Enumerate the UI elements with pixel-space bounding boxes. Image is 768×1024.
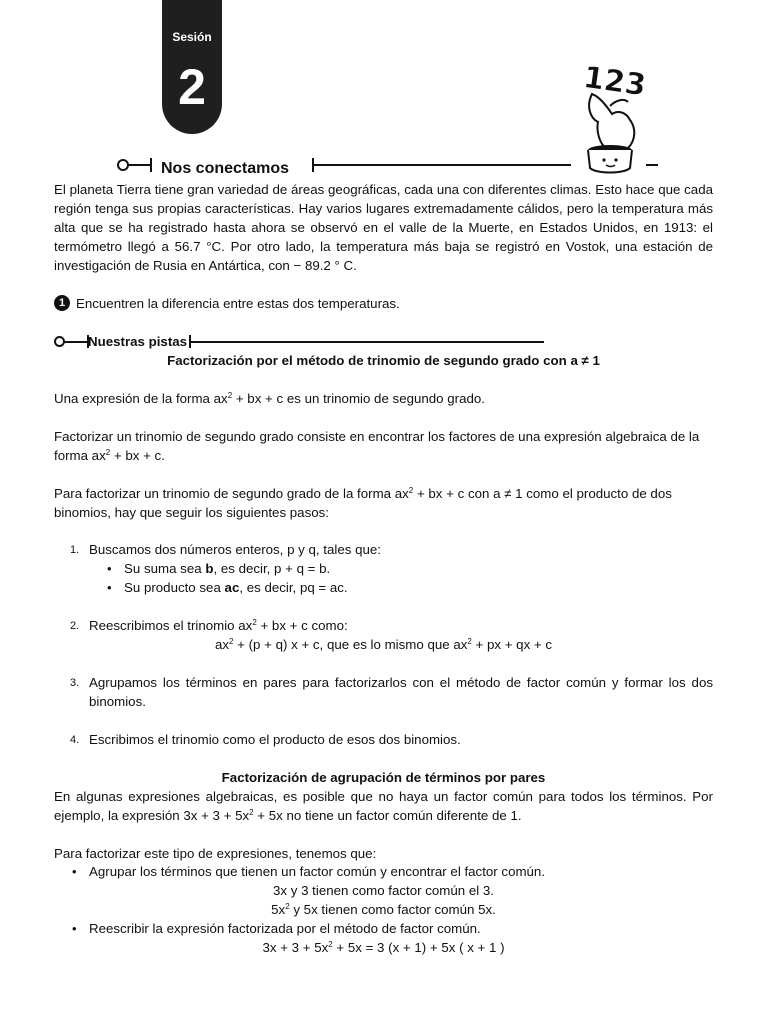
header-line-right [190,341,544,343]
step-number: 3. [70,677,80,689]
session-number: 2 [178,59,206,115]
header-line-left [128,164,150,166]
group-step-1-line-1: 3x y 3 tienen como factor común el 3. [273,883,494,898]
header-line-right [313,164,571,166]
section-heading-trinomio: Factorización por el método de trinomio de segundo grado con a ≠ 1 [167,353,600,368]
activity-number-badge: 1 [54,295,70,311]
step-2-equation: $ax^2 + (p + q) x + c$, que es lo mismo que $ax^2$ + px + qx + c [214,637,553,652]
math-character-illustration [566,56,648,174]
bullet: • [72,864,77,879]
header-tick [150,158,152,172]
step-number: 1. [70,544,80,556]
group-step-2: Reescribir la expresión factorizada por el método de factor común. [89,921,481,936]
step-1-bullet-sum: Su suma sea b, es decir, p + q = b. [124,561,331,576]
definition-paragraph: Una expresión de la forma $ax^2$ + bx + c es un trinomio de segundo grado. [54,391,485,406]
session-tab [162,0,222,134]
bullet: • [107,561,112,576]
agrupacion-intro: Para factorizar este tipo de expresiones, tenemos que: [54,846,377,861]
bullet: • [72,921,77,936]
intro-paragraph: El planeta Tierra tiene gran variedad de áreas geográficas, cada una con diferentes climas. Esto hace que cada región tenga sus propias características. Hay varios lugares extremadamente cálidos, pero la temperatura más alta que se ha registrado hasta ahora se observó en el valle de la Muerte, en Estados Unidos, en 1913: el termómetro llegó a 56.7 °C. Por otro lado, la temperatura más baja se registró en Vostok, una estación de investigación de Rusia en Antártica, con − 89.2 ° C. [54,182,713,273]
bullet: • [107,580,112,595]
step-4-text: Escribimos el trinomio como el producto de esos dos binomios. [89,732,461,747]
factorizar-paragraph: Factorizar un trinomio de segundo grado consiste en encontrar los factores de una expresión algebraica de la forma $ax^2$ + bx + c. [54,429,700,463]
nuestras-pistas-title: Nuestras pistas [88,334,188,349]
step-number: 2. [70,620,80,632]
nos-conectamos-title: Nos conectamos [161,160,290,177]
section-heading-agrupacion: Factorización de agrupación de términos por pares [221,770,546,785]
header-line-left [64,341,88,343]
step-1-text: Buscamos dos números enteros, p y q, tales que: [89,542,381,557]
step-1-bullet-product: Su producto sea ac, es decir, pq = ac. [124,580,348,595]
pasos-intro-paragraph: Para factorizar un trinomio de segundo grado de la forma $ax^2$ + bx + c con a ≠ 1 como el producto de dos binomios, hay que seguir los siguientes pasos: [54,486,672,520]
step-3-text: Agrupamos los términos en pares para factorizarlos con el método de factor común y formar los dos binomios. [89,675,713,709]
group-step-1-line-2: $5x^2$ y 5x tienen como factor común 5x. [271,902,496,917]
agrupacion-paragraph: En algunas expresiones algebraicas, es posible que no haya un factor común para todos los términos. Por ejemplo, la expresión $3x + 3 + 5x^2 + 5x$ no tiene un factor común diferente de 1. [54,789,713,823]
step-2-text: Reescribimos el trinomio $ax^2$ + bx + c como: [89,618,348,633]
illustration-digits: 123 [581,60,648,104]
group-step-2-equation: $3x + 3 + 5x^2 + 5x = 3$ (x + 1) + 5x ( x + 1 ) [262,940,505,955]
step-number: 4. [70,734,80,746]
group-step-1: Agrupar los términos que tienen un factor común y encontrar el factor común. [89,864,546,879]
activity-text: Encuentren la diferencia entre estas dos temperaturas. [76,296,400,311]
session-label: Sesión [172,30,212,44]
header-line-end [646,164,658,166]
